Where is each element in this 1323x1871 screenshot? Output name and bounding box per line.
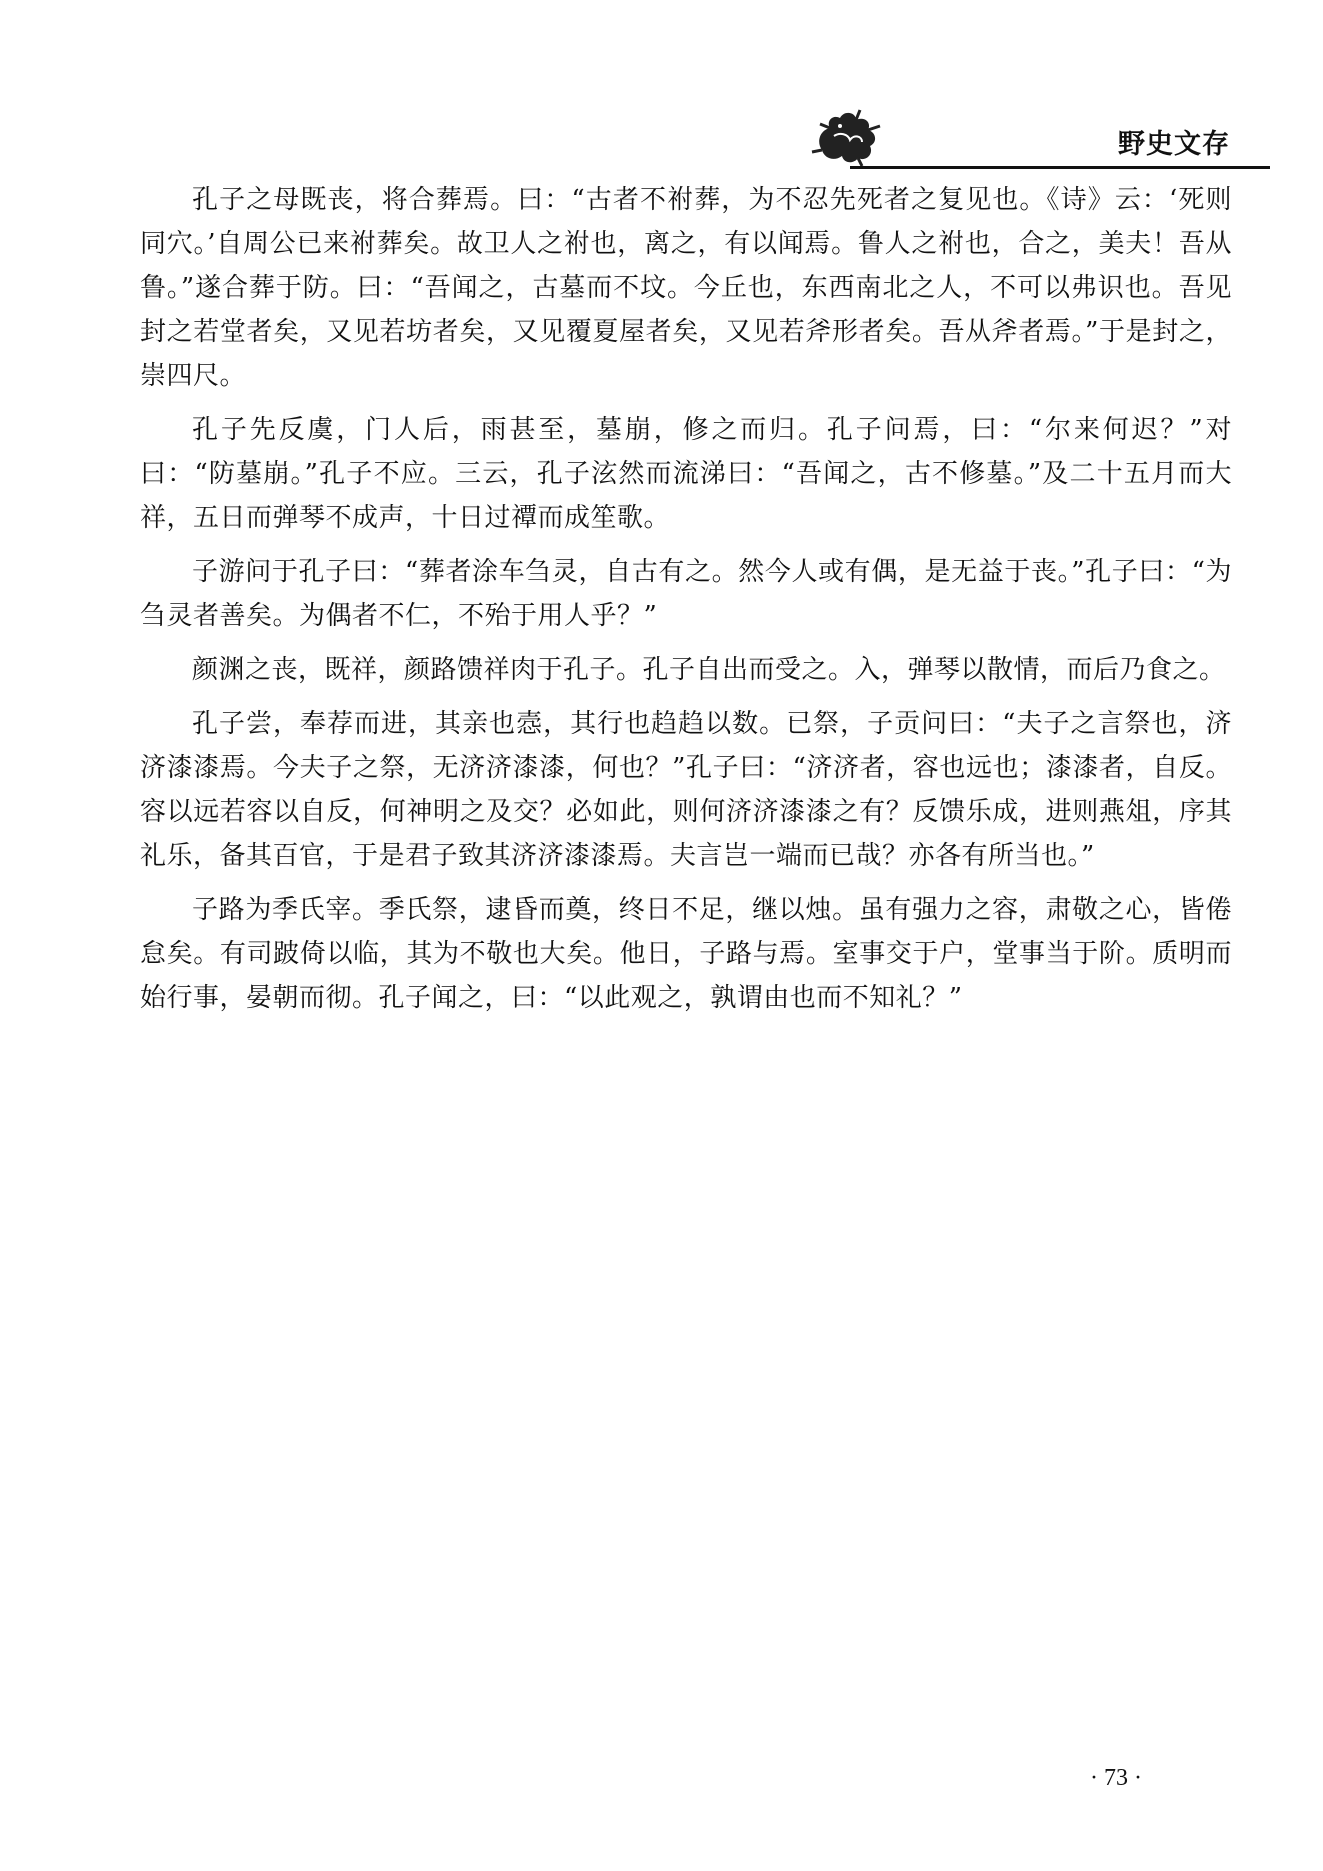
dragon-emblem-icon (810, 106, 890, 168)
paragraph: 孔子先反虞，门人后，雨甚至，墓崩，修之而归。孔子问焉，曰：“尔来何迟？”对曰：“防墓崩。”孔子不应。三云，孔子泫然而流涕曰：“吾闻之，古不修墓。”及二十五月而大祥，五日而弹琴不成声，十日过禫而成笙歌。 (140, 415, 1232, 533)
paragraph: 孔子之母既丧，将合葬焉。曰：“古者不祔葬，为不忍先死者之复见也。《诗》云：‘死则同穴。’自周公已来祔葬矣。故卫人之祔也，离之，有以闻焉。鲁人之祔也，合之，美夫！吾从鲁。”遂合葬于防。曰：“吾闻之，古墓而不坟。今丘也，东西南北之人，不可以弗识也。吾见封之若堂者矣，又见若坊者矣，又见覆夏屋者矣，又见若斧形者矣。吾从斧者焉。”于是封之，崇四尺。 (140, 185, 1232, 391)
paragraph: 颜渊之丧，既祥，颜路馈祥肉于孔子。孔子自出而受之。入，弹琴以散情，而后乃食之。 (192, 655, 1226, 685)
paragraph: 孔子尝，奉荐而进，其亲也悫，其行也趋趋以数。已祭，子贡问曰：“夫子之言祭也，济济漆漆焉。今夫子之祭，无济济漆漆，何也？”孔子曰：“济济者，容也远也；漆漆者，自反。容以远若容以自反，何神明之及交？必如此，则何济济漆漆之有？反馈乐成，进则燕俎，序其礼乐，备其百官，于是君子致其济济漆漆焉。夫言岂一端而已哉？亦各有所当也。” (140, 709, 1232, 871)
paragraph: 子路为季氏宰。季氏祭，逮昏而奠，终日不足，继以烛。虽有强力之容，肃敬之心，皆倦怠矣。有司跛倚以临，其为不敬也大矣。他日，子路与焉。室事交于户，堂事当于阶。质明而始行事，晏朝而彻。孔子闻之，曰：“以此观之，孰谓由也而不知礼？” (140, 895, 1232, 1013)
page-header (810, 106, 1230, 168)
body-text (140, 178, 1232, 1030)
page-number: · 73 · (1090, 1765, 1142, 1791)
paragraph: 子游问于孔子曰：“葬者涂车刍灵，自古有之。然今人或有偶，是无益于丧。”孔子曰：“为刍灵者善矣。为偶者不仁，不殆于用人乎？” (140, 557, 1232, 631)
header-rule (850, 166, 1270, 169)
header-title: 野史文存 (1118, 129, 1230, 160)
